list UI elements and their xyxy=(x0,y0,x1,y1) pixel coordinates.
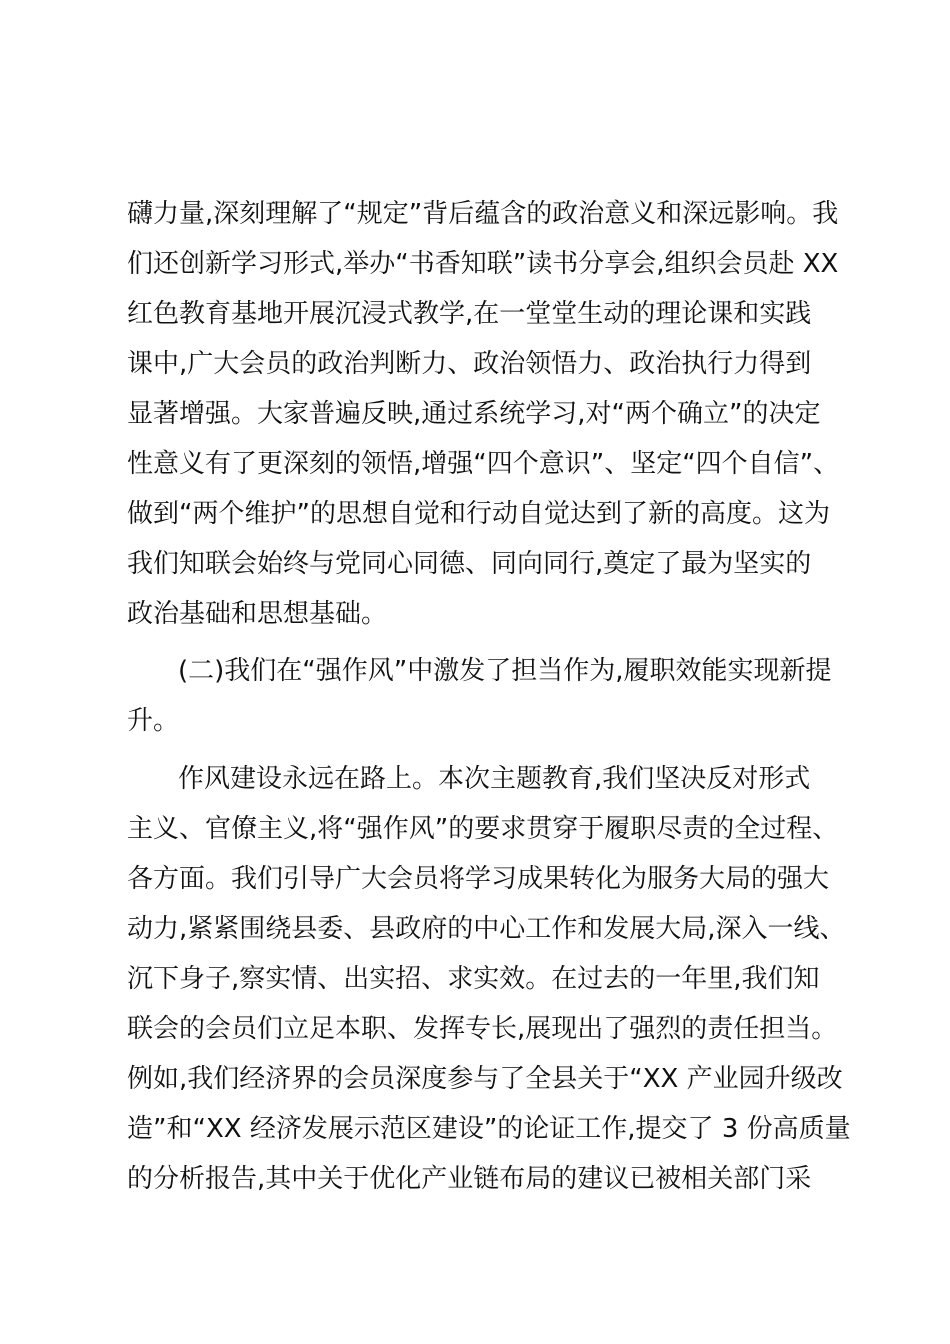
text-line: 课中,广大会员的政治判断力、政治领悟力、政治执行力得到 xyxy=(127,349,812,379)
heading-line: (二)我们在“强作风”中激发了担当作为,履职效能实现新提 xyxy=(178,656,832,686)
text-line: 例如,我们经济界的会员深度参与了全县关于“XX 产业园升级改 xyxy=(127,1064,843,1094)
text-line: 性意义有了更深刻的领悟,增强“四个意识”、坚定“四个自信”、 xyxy=(127,449,840,479)
text-line: 沉下身子,察实情、出实招、求实效。在过去的一年里,我们知 xyxy=(127,964,820,994)
text-line: 动力,紧紧围绕县委、县政府的中心工作和发展大局,深入一线、 xyxy=(127,914,846,944)
text-line: 作风建设永远在路上。本次主题教育,我们坚决反对形式 xyxy=(178,764,811,794)
text-line: 各方面。我们引导广大会员将学习成果转化为服务大局的强大 xyxy=(127,864,830,894)
text-line: 政治基础和思想基础。 xyxy=(127,599,388,629)
text-line: 我们知联会始终与党同心同德、同向同行,奠定了最为坚实的 xyxy=(127,549,812,579)
text-line: 显著增强。大家普遍反映,通过系统学习,对“两个确立”的决定 xyxy=(127,399,821,429)
text-line: 做到“两个维护”的思想自觉和行动自觉达到了新的高度。这为 xyxy=(127,499,830,529)
text-line: 联会的会员们立足本职、发挥专长,展现出了强烈的责任担当。 xyxy=(127,1014,838,1044)
text-line: 红色教育基地开展沉浸式教学,在一堂堂生动的理论课和实践 xyxy=(127,299,812,329)
text-line: 主义、官僚主义,将“强作风”的要求贯穿于履职尽责的全过程、 xyxy=(127,814,839,844)
text-line: 们还创新学习形式,举办“书香知联”读书分享会,组织会员赴 XX xyxy=(127,249,839,279)
text-line: 礴力量,深刻理解了“规定”背后蕴含的政治意义和深远影响。我 xyxy=(127,199,839,229)
heading-line: 升。 xyxy=(127,706,180,736)
text-line: 造”和“XX 经济发展示范区建设”的论证工作,提交了 3 份高质量 xyxy=(127,1114,851,1144)
text-line: 的分析报告,其中关于优化产业链布局的建议已被相关部门采 xyxy=(127,1164,812,1194)
